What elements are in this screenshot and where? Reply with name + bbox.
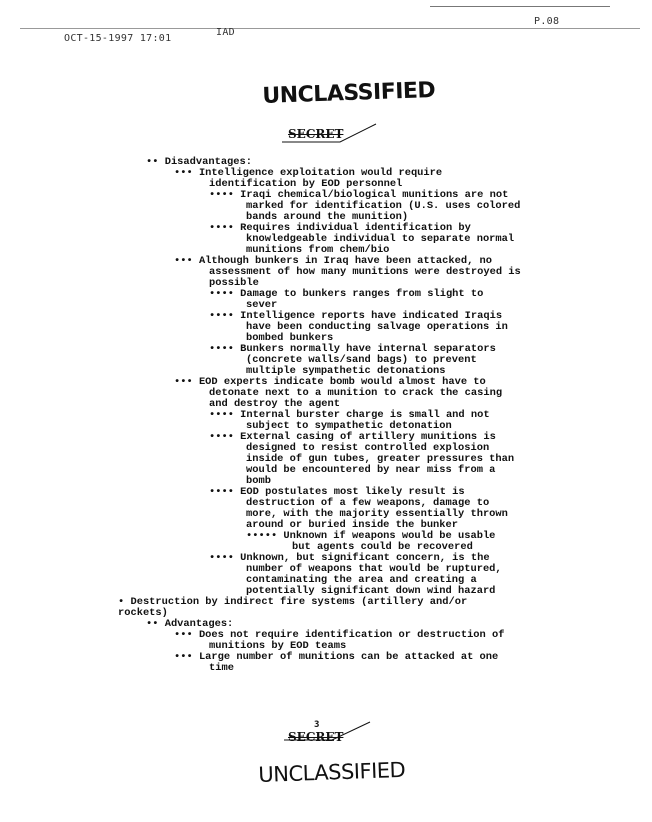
body-line: and destroy the agent xyxy=(209,398,340,410)
body-line: •••• Requires individual identification by xyxy=(209,222,471,234)
body-line: ••• Does not require identification or destruction of xyxy=(174,629,505,641)
body-line: munitions from chem/bio xyxy=(246,244,390,256)
body-line: detonate next to a munition to crack the casing xyxy=(209,387,503,399)
body-line: ••• Large number of munitions can be attacked at one xyxy=(174,651,499,663)
fax-top-rule xyxy=(430,6,610,7)
body-line: rockets) xyxy=(118,607,168,619)
body-line: assessment of how many munitions were destroyed is xyxy=(209,266,521,278)
body-line: •••• External casing of artillery munitions is xyxy=(209,431,496,443)
body-line: munitions by EOD teams xyxy=(209,640,347,652)
body-line: •••• Intelligence reports have indicated Iraqis xyxy=(209,310,503,322)
secret-bottom-stamp: SECRET xyxy=(288,730,344,744)
body-line: •• Disadvantages: xyxy=(146,156,253,168)
fax-datetime: OCT-15-1997 17:01 xyxy=(64,33,172,44)
body-line: identification by EOD personnel xyxy=(209,178,403,190)
body-line: destruction of a few weapons, damage to xyxy=(246,497,490,509)
body-line: possible xyxy=(209,277,259,289)
body-line: ••• EOD experts indicate bomb would almost have to xyxy=(174,376,486,388)
body-line: around or buried inside the bunker xyxy=(246,519,459,531)
fax-page-number: P.08 xyxy=(534,16,560,27)
body-line: inside of gun tubes, greater pressures than xyxy=(246,453,515,465)
body-line: subject to sympathetic detonation xyxy=(246,420,452,432)
body-line: contaminating the area and creating a xyxy=(246,574,477,586)
body-line: marked for identification (U.S. uses colored xyxy=(246,200,521,212)
classification-bottom-stamp: UNCLASSIFIED xyxy=(258,757,406,787)
secret-top-stroke xyxy=(280,122,380,146)
body-line: •••• Damage to bunkers ranges from slight to xyxy=(209,288,484,300)
body-line: knowledgeable individual to separate normal xyxy=(246,233,515,245)
page-number: 3 xyxy=(314,720,320,730)
body-line: multiple sympathetic detonations xyxy=(246,365,446,377)
body-line: would be encountered by near miss from a xyxy=(246,464,496,476)
classification-top-stamp: UNCLASSIFIED xyxy=(262,77,436,109)
secret-top-stamp: SECRET xyxy=(288,127,344,141)
body-line: but agents could be recovered xyxy=(292,541,473,553)
body-line: •••• Iraqi chemical/biological munitions are not xyxy=(209,189,509,201)
body-line: •••• Internal burster charge is small and not xyxy=(209,409,490,421)
body-line: •••• Unknown, but significant concern, is the xyxy=(209,552,490,564)
body-line: •••• Bunkers normally have internal separators xyxy=(209,343,496,355)
fax-header-rule xyxy=(20,28,640,29)
body-line: number of weapons that would be ruptured, xyxy=(246,563,502,575)
body-line: •••• EOD postulates most likely result is xyxy=(209,486,465,498)
body-line: bomb xyxy=(246,475,271,487)
body-line: bombed bunkers xyxy=(246,332,334,344)
body-line: time xyxy=(209,662,234,674)
body-line: potentially significant down wind hazard xyxy=(246,585,496,597)
body-line: (concrete walls/sand bags) to prevent xyxy=(246,354,477,366)
body-line: ••••• Unknown if weapons would be usable xyxy=(246,530,496,542)
body-line: • Destruction by indirect fire systems (artillery and/or xyxy=(118,596,468,608)
fax-sender: IAD xyxy=(216,27,235,38)
body-line: bands around the munition) xyxy=(246,211,409,223)
body-line: ••• Although bunkers in Iraq have been attacked, no xyxy=(174,255,493,267)
body-line: •• Advantages: xyxy=(146,618,234,630)
body-line: designed to resist controlled explosion xyxy=(246,442,490,454)
body-line: have been conducting salvage operations in xyxy=(246,321,508,333)
body-line: sever xyxy=(246,299,278,311)
body-line: ••• Intelligence exploitation would require xyxy=(174,167,443,179)
body-line: more, with the majority essentially thrown xyxy=(246,508,508,520)
